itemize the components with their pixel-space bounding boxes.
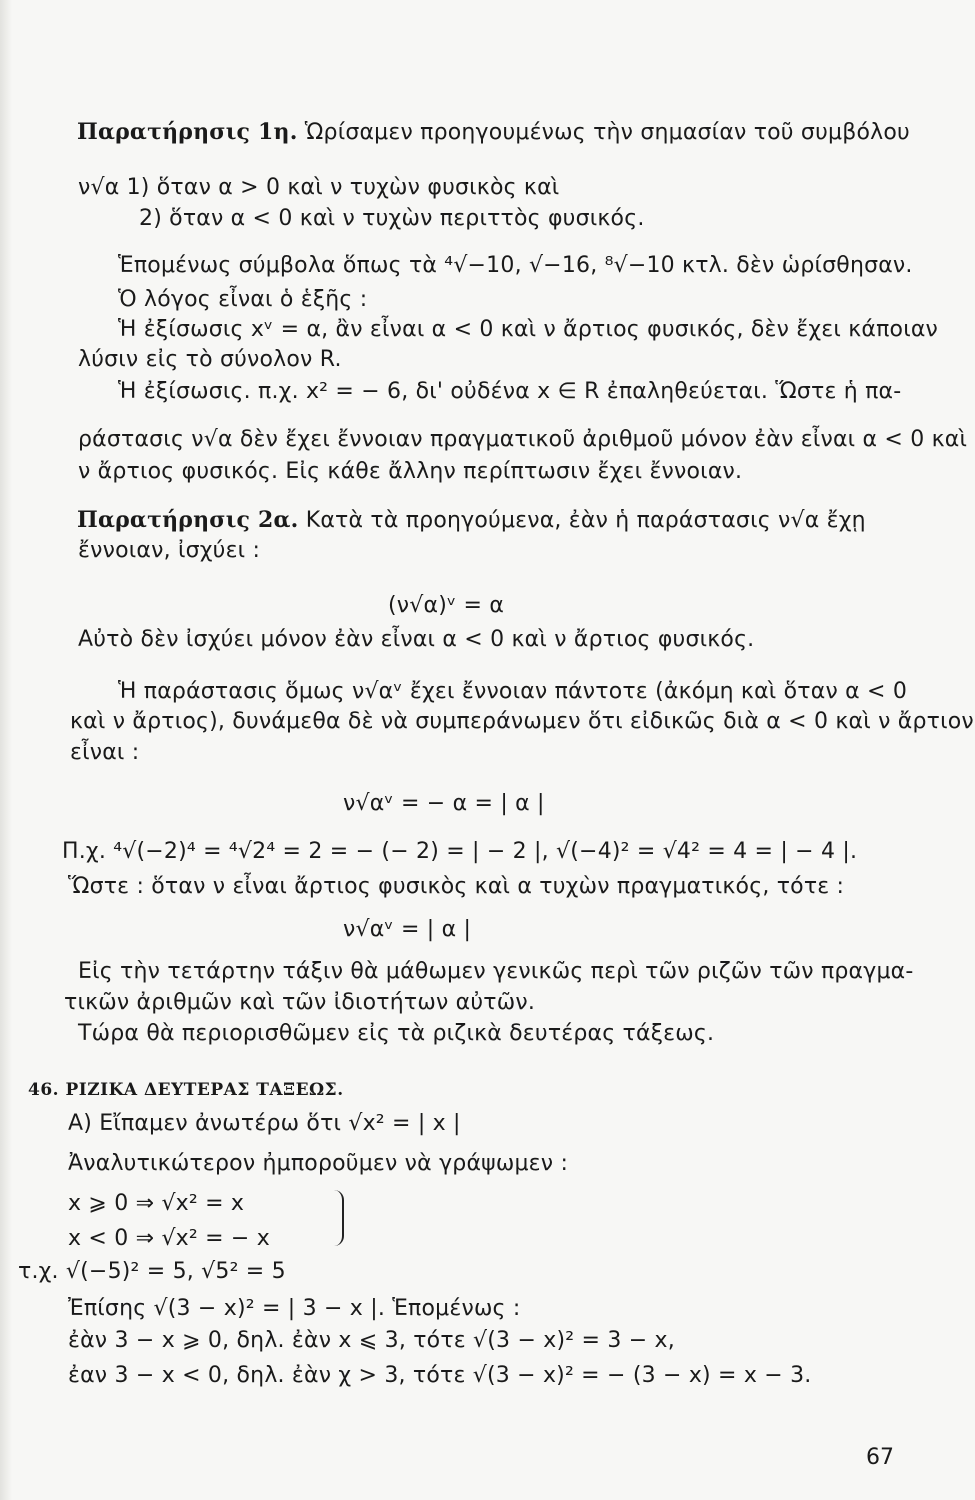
if-lt-line: ἐαν 3 − x < 0, δηλ. ἐὰν χ > 3, τότε √(3 − x)² = − (3 − x) = x − 3. bbox=[68, 1363, 812, 1388]
formula-power-root: (ν√α)ᵛ = α bbox=[388, 593, 505, 618]
remark1-line bbox=[77, 118, 910, 147]
condition-1: ν√α 1) ὅταν α > 0 καὶ ν τυχὼν φυσικὸς καὶ bbox=[78, 175, 560, 200]
is-line: εἶναι : bbox=[70, 740, 140, 765]
condition-2: 2) ὅταν α < 0 καὶ ν τυχὼν περιττὸς φυσικός. bbox=[139, 206, 645, 231]
example-x2-line: Ἡ ἐξίσωσις. π.χ. x² = − 6, δι' οὐδένα x ∈ R ἐπαληθεύεται. Ὥστε ἡ πα- bbox=[118, 379, 902, 404]
page-edge-shadow bbox=[0, 0, 12, 1500]
page-number: 67 bbox=[866, 1445, 894, 1470]
reason-line: Ὁ λόγος εἶναι ὁ ἑξῆς : bbox=[118, 287, 368, 312]
example-tx-line: τ.χ. √(−5)² = 5, √5² = 5 bbox=[18, 1259, 286, 1284]
remark2-heading: Παρατήρησις 2α. bbox=[77, 507, 299, 533]
section-heading: 46. ΡΙΖΙΚΑ ΔΕΥΤΕΡΑΣ ΤΑΞΕΩΣ. bbox=[28, 1080, 344, 1100]
brace bbox=[334, 1190, 344, 1246]
equation-line: Ἡ ἐξίσωσις xᵛ = α, ἂν εἶναι α < 0 καὶ ν ἄρτιος φυσικός, δὲν ἔχει κάποιαν bbox=[118, 317, 939, 342]
meaning-line-1: ράστασις ν√α δὲν ἔχει ἔννοιαν πραγματικοῦ ἀριθμοῦ μόνον ἐὰν εἶναι α < 0 καὶ bbox=[78, 427, 968, 452]
formula-abs: ν√αᵛ = − α = | α | bbox=[343, 791, 545, 816]
fourth-class-line-2: τικῶν ἀριθμῶν καὶ τῶν ἰδιοτήτων αὐτῶν. bbox=[64, 990, 536, 1015]
formula-abs-general: ν√αᵛ = | α | bbox=[343, 917, 472, 942]
part-a-line: Α) Εἴπαμεν ἀνωτέρω ὅτι √x² = | x | bbox=[68, 1111, 461, 1136]
undefined-examples: Ἑπομένως σύμβολα ὅπως τὰ ⁴√−10, √−16, ⁸√−10 κτλ. δὲν ὡρίσθησαν. bbox=[118, 253, 913, 278]
also-line: Ἐπίσης √(3 − x)² = | 3 − x |. Ἑπομένως : bbox=[68, 1296, 521, 1321]
example-px-line: Π.χ. ⁴√(−2)⁴ = ⁴√2⁴ = 2 = − (− 2) = | − 2 |, √(−4)² = √4² = 4 = | − 4 |. bbox=[62, 839, 858, 864]
case-negative: x < 0 ⇒ √x² = − x bbox=[68, 1226, 270, 1251]
meaning-line-2: ν ἄρτιος φυσικός. Εἰς κάθε ἄλλην περίπτωσιν ἔχει ἔννοιαν. bbox=[78, 459, 743, 484]
remark1-heading: Παρατήρησις 1η. bbox=[77, 119, 298, 145]
analytic-line: Ἀναλυτικώτερον ἠμποροῦμεν νὰ γράψωμεν : bbox=[68, 1151, 569, 1176]
conclude-line: καὶ ν ἄρτιος), δυνάμεθα δὲ νὰ συμπεράνωμεν ὅτι εἰδικῶς διὰ α < 0 καὶ ν ἄρτιον bbox=[70, 709, 974, 734]
holds-line: ἔννοιαν, ἰσχύει : bbox=[78, 538, 261, 563]
remark1-text: Ὡρίσαμεν προηγουμένως τὴν σημασίαν τοῦ συμβόλου bbox=[297, 120, 910, 145]
equation-line-cont: λύσιν εἰς τὸ σύνολον R. bbox=[78, 347, 342, 372]
case-positive: x ⩾ 0 ⇒ √x² = x bbox=[68, 1191, 245, 1216]
not-hold-line: Αὐτὸ δὲν ἰσχύει μόνον ἐὰν εἶναι α < 0 καὶ ν ἄρτιος φυσικός. bbox=[78, 627, 755, 652]
now-limit-line: Τώρα θὰ περιορισθῶμεν εἰς τὰ ριζικὰ δευτέρας τάξεως. bbox=[78, 1021, 715, 1046]
always-meaning-line: Ἡ παράστασις ὅμως ν√αᵛ ἔχει ἔννοιαν πάντοτε (ἀκόμη καὶ ὅταν α < 0 bbox=[118, 679, 908, 704]
remark2-text: Κατὰ τὰ προηγούμενα, ἐὰν ἡ παράστασις ν√α ἔχῃ bbox=[298, 508, 866, 533]
remark2-line bbox=[77, 506, 866, 535]
hence-line: Ὥστε : ὅταν ν εἶναι ἄρτιος φυσικὸς καὶ α τυχὼν πραγματικός, τότε : bbox=[68, 874, 845, 899]
fourth-class-line-1: Εἰς τὴν τετάρτην τάξιν θὰ μάθωμεν γενικῶς περὶ τῶν ριζῶν τῶν πραγμα- bbox=[78, 959, 914, 984]
if-ge-line: ἐὰν 3 − x ⩾ 0, δηλ. ἐὰν x ⩽ 3, τότε √(3 − x)² = 3 − x, bbox=[68, 1328, 675, 1353]
